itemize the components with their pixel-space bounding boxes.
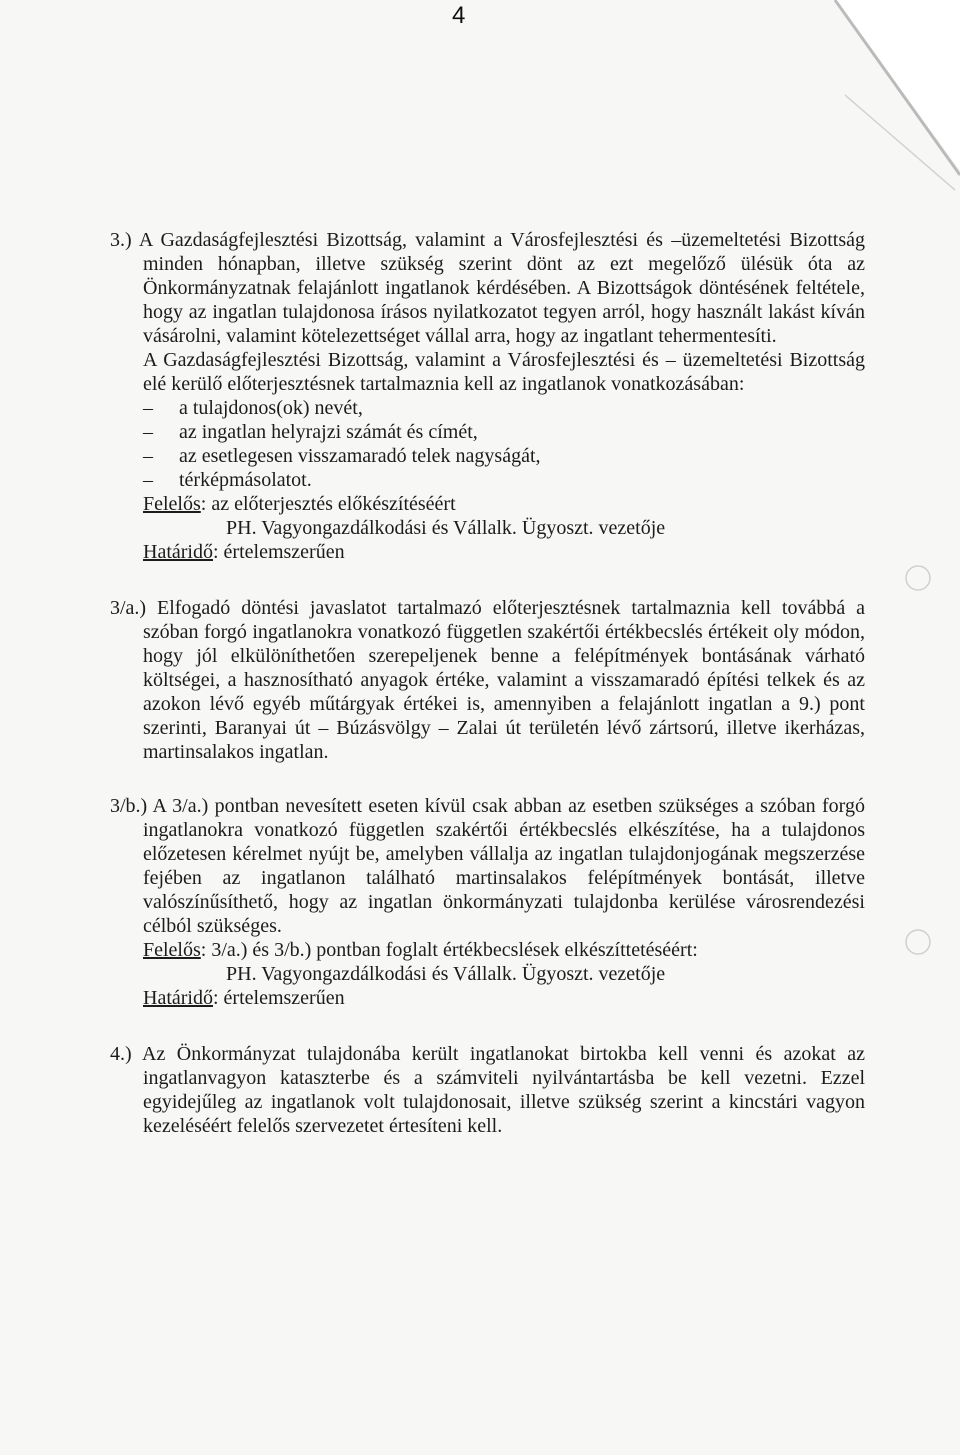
list-item: – az esetlegesen visszamaradó telek nagyságát, (143, 445, 541, 467)
section-4-text: Az Önkormányzat tulajdonába került ingatlanokat birtokba kell venni és azokat az ingatlanvagyon kataszterbe és a számviteli nyilvántartásba be kell vezetni. Ezzel egyidejűleg az ingatlanok volt tulajdonosait, illetve szükség szerint a kincstári vagyon kezeléséért felelős szervezetet értesíteni kell. (142, 1043, 866, 1137)
page-number: 4 (452, 2, 466, 29)
list-item: – az ingatlan helyrajzi számát és címét, (143, 421, 478, 443)
section-3-text: A Gazdaságfejlesztési Bizottság, valamint a Városfejlesztési és –üzemeltetési Bizottság minden hónapban, illetve szükség szerint dönt az ezt megelőző ülésük óta az Önkormányzatnak felajánlott ingatlanok kérdésében. A Bizottságok döntésének feltétele, hogy az ingatlan tulajdonosa írásos nyilatkozatot tegyen arról, hogy használt lakást kíván vásárolni, valamint kötelezettséget vállal arra, hogy az ingatlant tehermentesíti. (138, 229, 865, 347)
section-3-paragraph-1 (110, 228, 865, 348)
deadline-label: Határidő (143, 987, 213, 1009)
list-item: – térképmásolatot. (143, 469, 312, 491)
section-3a (110, 596, 865, 764)
section-3-responsible: Felelős: az előterjesztés előkészítéséért (143, 493, 456, 515)
responsible-label: Felelős (143, 493, 201, 515)
section-3b-responsible-person: PH. Vagyongazdálkodási és Vállalk. Ügyoszt. vezetője (226, 963, 666, 985)
section-3a-number: 3/a.) (110, 597, 147, 619)
responsible-label: Felelős (143, 939, 201, 961)
deadline-label: Határidő (143, 541, 213, 563)
section-3b-responsible: Felelős: 3/a.) és 3/b.) pontban foglalt értékbecslések elkészíttetéséért: (143, 939, 698, 961)
section-3a-text: Elfogadó döntési javaslatot tartalmazó előterjesztésnek tartalmaznia kell továbbá a szóban forgó ingatlanokra vonatkozó független szakértői értékbecslés értékeit oly módon, hogy jól elkülöníthetően szerepeljenek benne a felépítmények bontásának várható költségei, a hasznosítható anyagok értéke, valamint a visszamaradó építési telkek és az azokon lévő egyéb műtárgyak értékei is, amennyiben a felajánlott ingatlan a 9.) pont szerinti, Baranyai út – Búzásvölgy – Zalai út területén lévő zártsorú, illetve ikerházas, martinsalakos ingatlan. (143, 597, 866, 763)
section-3-item-list (110, 396, 865, 492)
document-body (110, 228, 865, 1138)
section-3-responsible-person: PH. Vagyongazdálkodási és Vállalk. Ügyoszt. vezetője (226, 517, 666, 539)
section-4 (110, 1042, 865, 1138)
section-4-number: 4.) (110, 1043, 132, 1065)
section-3-paragraph-2: A Gazdaságfejlesztési Bizottság, valamint a Városfejlesztési és – üzemeltetési Bizottság elé kerülő előterjesztésnek tartalmaznia kell az ingatlanok vonatkozásában: (143, 349, 865, 395)
section-3b-number: 3/b.) (110, 795, 148, 817)
section-3b (110, 794, 865, 1010)
section-3b-deadline: Határidő: értelemszerűen (143, 987, 345, 1009)
section-3 (110, 228, 865, 564)
section-3b-text: A 3/a.) pontban nevesített eseten kívül csak abban az esetben szükséges a szóban forgó ingatlanokra vonatkozó független szakértői értékbecslés elkészítése, ha a tulajdonos előzetesen kérelmet nyújt be, amelyben vállalja az ingatlan tulajdonjogának megszerzése fejében az ingatlanon található martinsalakos felépítmények bontását, illetve valószínűsíthető, hogy az ingatlan önkormányzati tulajdonba kerülése városrendezési célból szükséges. (143, 795, 865, 937)
section-3-number: 3.) (110, 229, 132, 251)
list-item: – a tulajdonos(ok) nevét, (143, 397, 363, 419)
section-3b-paragraph (110, 794, 865, 938)
section-3-deadline: Határidő: értelemszerűen (143, 541, 345, 563)
